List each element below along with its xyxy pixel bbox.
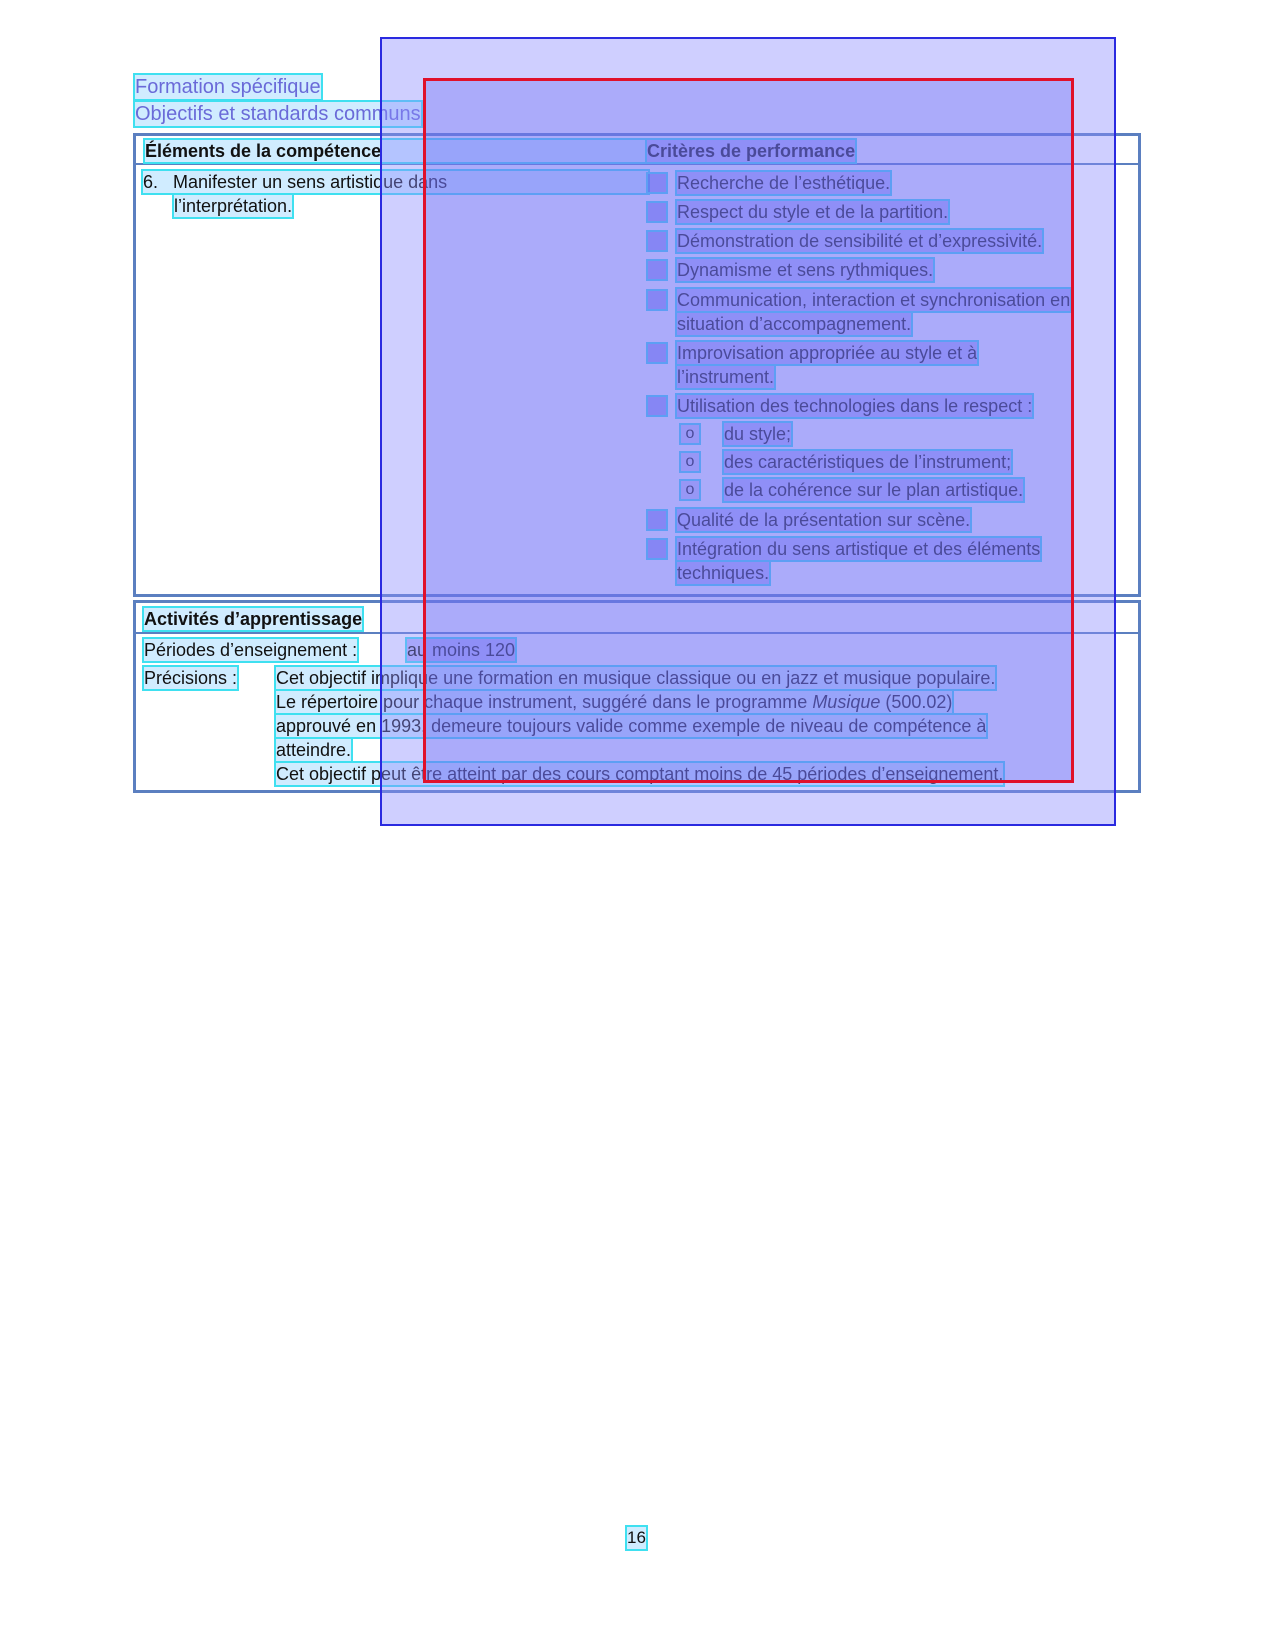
criterion-9-line1: Intégration du sens artistique et des éléments: [677, 539, 1041, 559]
col-header-criteria: Critères de performance: [647, 141, 856, 161]
page-number: 16: [627, 1528, 646, 1547]
criterion-3: Démonstration de sensibilité et d’expressivité.: [677, 231, 1043, 251]
precision-2-line2: approuvé en 1993, demeure toujours valide comme exemple de niveau de compétence à: [276, 716, 987, 736]
section-subtitle: Objectifs et standards communs: [135, 103, 421, 125]
section-title: Formation spécifique: [135, 76, 321, 98]
criterion-8: Qualité de la présentation sur scène.: [677, 510, 971, 530]
precisions-label: Précisions :: [144, 668, 238, 688]
criterion-4: Dynamisme et sens rythmiques.: [677, 260, 934, 280]
precision-1: Cet objectif implique une formation en musique classique ou en jazz et musique populaire.: [276, 668, 996, 688]
col-header-elements: Éléments de la compétence: [145, 140, 645, 162]
criterion-5-line1: Communication, interaction et synchronisation en: [677, 290, 1071, 310]
criterion-7: Utilisation des technologies dans le respect :: [677, 396, 1033, 416]
sub-bullet-icon: o: [681, 481, 699, 499]
periods-value: au moins 120: [407, 640, 516, 660]
annotation-region-inner: [423, 78, 1074, 783]
element-text-line1: Manifester un sens artistique dans: [173, 172, 448, 192]
activities-header: Activités d’apprentissage: [144, 609, 363, 629]
sub-item-2: des caractéristiques de l’instrument;: [724, 452, 1012, 472]
criterion-6-line1: Improvisation appropriée au style et à: [677, 343, 978, 363]
precision-2-line3: atteindre.: [276, 740, 352, 760]
periods-label: Périodes d’enseignement :: [144, 640, 358, 660]
precision-3: Cet objectif peut être atteint par des cours comptant moins de 45 périodes d’enseignement.: [276, 764, 1004, 784]
sub-item-1: du style;: [724, 424, 792, 444]
sub-bullet-icon: o: [681, 453, 699, 471]
criterion-9-line2: techniques.: [677, 563, 770, 583]
sub-bullet-icon: o: [681, 425, 699, 443]
element-text-line2: l’interprétation.: [174, 196, 293, 216]
sub-item-3: de la cohérence sur le plan artistique.: [724, 480, 1024, 500]
element-number: 6.: [143, 172, 159, 192]
criterion-1: Recherche de l’esthétique.: [677, 173, 891, 193]
criterion-6-line2: l’instrument.: [677, 367, 775, 387]
precision-2-line1: Le répertoire pour chaque instrument, suggéré dans le programme Musique (500.02): [276, 692, 953, 712]
criterion-2: Respect du style et de la partition.: [677, 202, 949, 222]
criterion-5-line2: situation d’accompagnement.: [677, 314, 912, 334]
